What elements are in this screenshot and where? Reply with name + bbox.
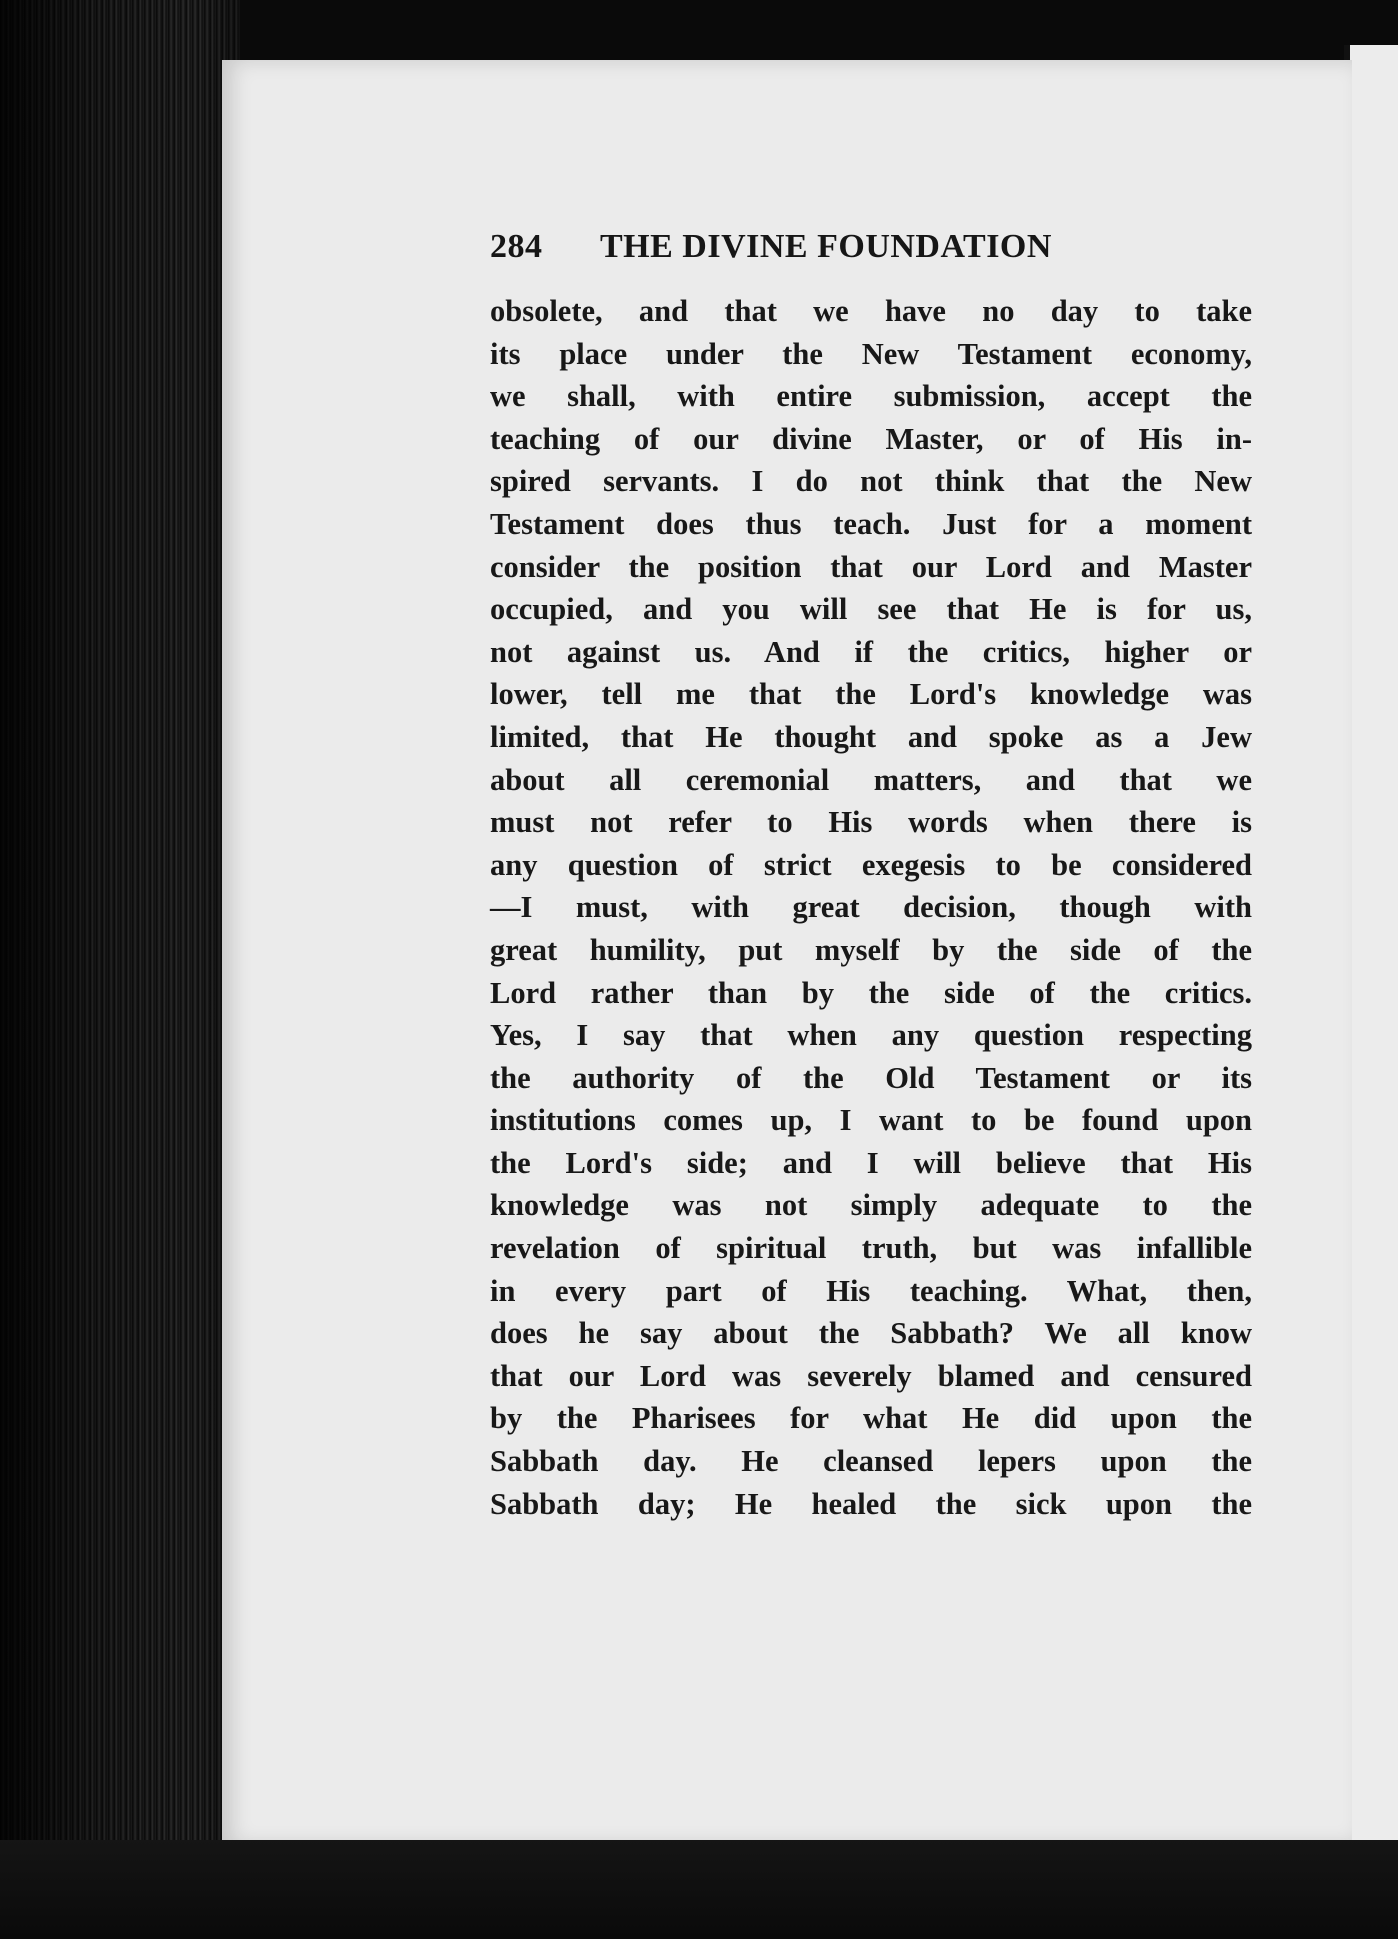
text-line: the Lord's side; and I will believe that His: [490, 1145, 1252, 1180]
text-line: its place under the New Testament economy,: [490, 336, 1252, 371]
text-line: does he say about the Sabbath? We all know: [490, 1316, 1252, 1351]
text-line: knowledge was not simply adequate to the: [490, 1188, 1252, 1223]
running-title: THE DIVINE FOUNDATION: [600, 228, 1052, 265]
text-line: that our Lord was severely blamed and censured: [490, 1358, 1252, 1393]
text-line: great humility, put myself by the side of the: [490, 932, 1252, 967]
text-line: Yes, I say that when any question respecting: [490, 1018, 1252, 1053]
text-line: Sabbath day. He cleansed lepers upon the: [490, 1444, 1252, 1479]
text-line: spired servants. I do not think that the New: [490, 464, 1252, 499]
text-line: obsolete, and that we have no day to take: [490, 294, 1252, 328]
text-line: about all ceremonial matters, and that we: [490, 762, 1252, 797]
scan-bottom-margin: [0, 1840, 1398, 1939]
text-line: institutions comes up, I want to be found upon: [490, 1103, 1252, 1138]
text-line: must not refer to His words when there is: [490, 805, 1252, 840]
text-line: any question of strict exegesis to be considered: [490, 847, 1252, 882]
facing-page-edge: [1344, 45, 1398, 1845]
body-text: [490, 290, 1252, 1525]
book-edge-shadow: [0, 0, 240, 1939]
text-line: Sabbath day; He healed the sick upon the: [490, 1486, 1252, 1521]
text-line: Lord rather than by the side of the critics.: [490, 975, 1252, 1010]
text-line: Testament does thus teach. Just for a moment: [490, 506, 1252, 541]
text-line: in every part of His teaching. What, then,: [490, 1273, 1252, 1308]
text-line: consider the position that our Lord and Master: [490, 549, 1252, 584]
page-number: 284: [490, 228, 543, 265]
text-line: teaching of our divine Master, or of His in-: [490, 421, 1252, 456]
page-content: [490, 228, 1252, 1525]
text-line: not against us. And if the critics, higher or: [490, 634, 1252, 669]
text-line: we shall, with entire submission, accept the: [490, 379, 1252, 414]
book-page: [222, 60, 1352, 1845]
text-line: revelation of spiritual truth, but was infallible: [490, 1231, 1252, 1266]
text-line: by the Pharisees for what He did upon the: [490, 1401, 1252, 1436]
text-line: the authority of the Old Testament or its: [490, 1060, 1252, 1095]
text-line: occupied, and you will see that He is for us,: [490, 592, 1252, 627]
text-line: lower, tell me that the Lord's knowledge was: [490, 677, 1252, 712]
text-line: —I must, with great decision, though with: [490, 890, 1252, 925]
text-line: limited, that He thought and spoke as a Jew: [490, 719, 1252, 754]
running-head: [490, 228, 1252, 288]
